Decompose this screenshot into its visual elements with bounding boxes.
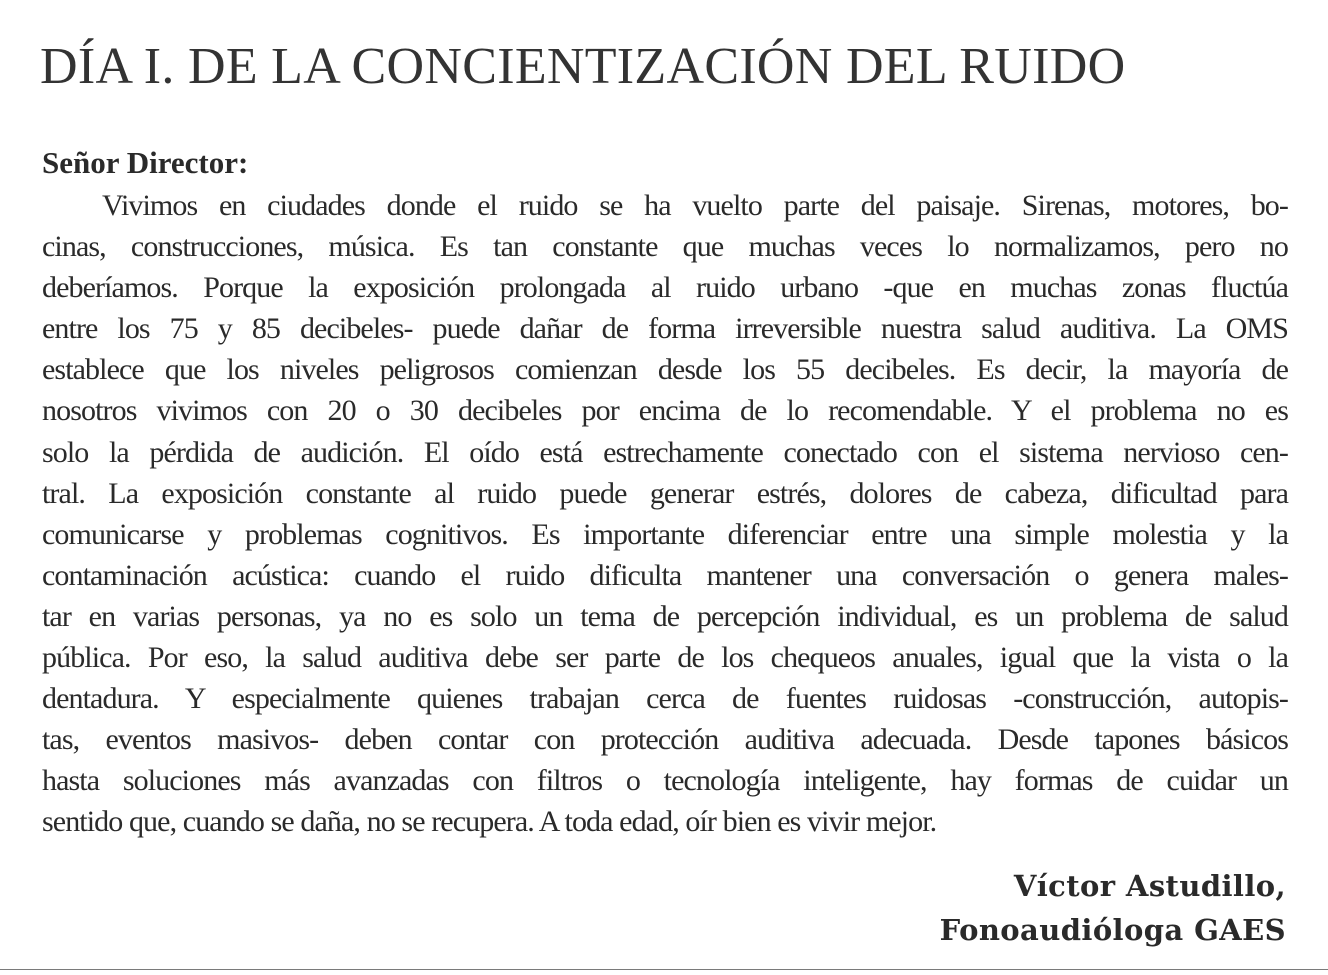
body-line: Vivimos en ciudades donde el ruido se ha vuelto parte del paisaje. Sirenas, motores, bo-: [102, 189, 1288, 222]
body-line: establece que los niveles peligrosos comienzan desde los 55 decibeles. Es decir, la mayoría de: [42, 353, 1288, 387]
body-line: cinas, construcciones, música. Es tan constante que muchas veces lo normalizamos, pero no: [42, 230, 1288, 264]
body-line: contaminación acústica: cuando el ruido dificulta mantener una conversación o genera males-: [42, 558, 1288, 592]
bottom-divider: [0, 969, 1328, 970]
body-line: solo la pérdida de audición. El oído está estrechamente conectado con el sistema nervioso cen-: [42, 435, 1288, 469]
headline: DÍA I. DE LA CONCIENTIZACIÓN DEL RUIDO: [40, 38, 1126, 95]
signature-role: Fonoaudióloga GAES: [939, 913, 1286, 947]
signature: [940, 864, 1286, 952]
body-line: sentido que, cuando se daña, no se recupera. A toda edad, oír bien es vivir mejor.: [42, 805, 937, 839]
letter-body: [42, 185, 1288, 843]
body-line: pública. Por eso, la salud auditiva debe ser parte de los chequeos anuales, igual que la vista o la: [42, 641, 1288, 675]
body-line: dentadura. Y especialmente quienes trabajan cerca de fuentes ruidosas -construcción, autopis-: [42, 682, 1288, 716]
salutation: Señor Director:: [42, 145, 249, 180]
body-line: tas, eventos masivos- deben contar con protección auditiva adecuada. Desde tapones básicos: [42, 723, 1288, 757]
body-line: tar en varias personas, ya no es solo un tema de percepción individual, es un problema de salud: [42, 599, 1288, 633]
body-line: tral. La exposición constante al ruido puede generar estrés, dolores de cabeza, dificultad para: [42, 476, 1288, 510]
body-line: deberíamos. Porque la exposición prolongada al ruido urbano -que en muchas zonas fluctúa: [42, 271, 1288, 305]
body-line: nosotros vivimos con 20 o 30 decibeles por encima de lo recomendable. Y el problema no es: [42, 394, 1288, 428]
body-line: comunicarse y problemas cognitivos. Es importante diferenciar entre una simple molestia y la: [42, 517, 1288, 551]
body-line: hasta soluciones más avanzadas con filtros o tecnología inteligente, hay formas de cuidar un: [42, 764, 1288, 798]
signature-name: Víctor Astudillo,: [1013, 869, 1286, 903]
body-line: entre los 75 y 85 decibeles- puede dañar de forma irreversible nuestra salud auditiva. La OMS: [42, 312, 1288, 346]
